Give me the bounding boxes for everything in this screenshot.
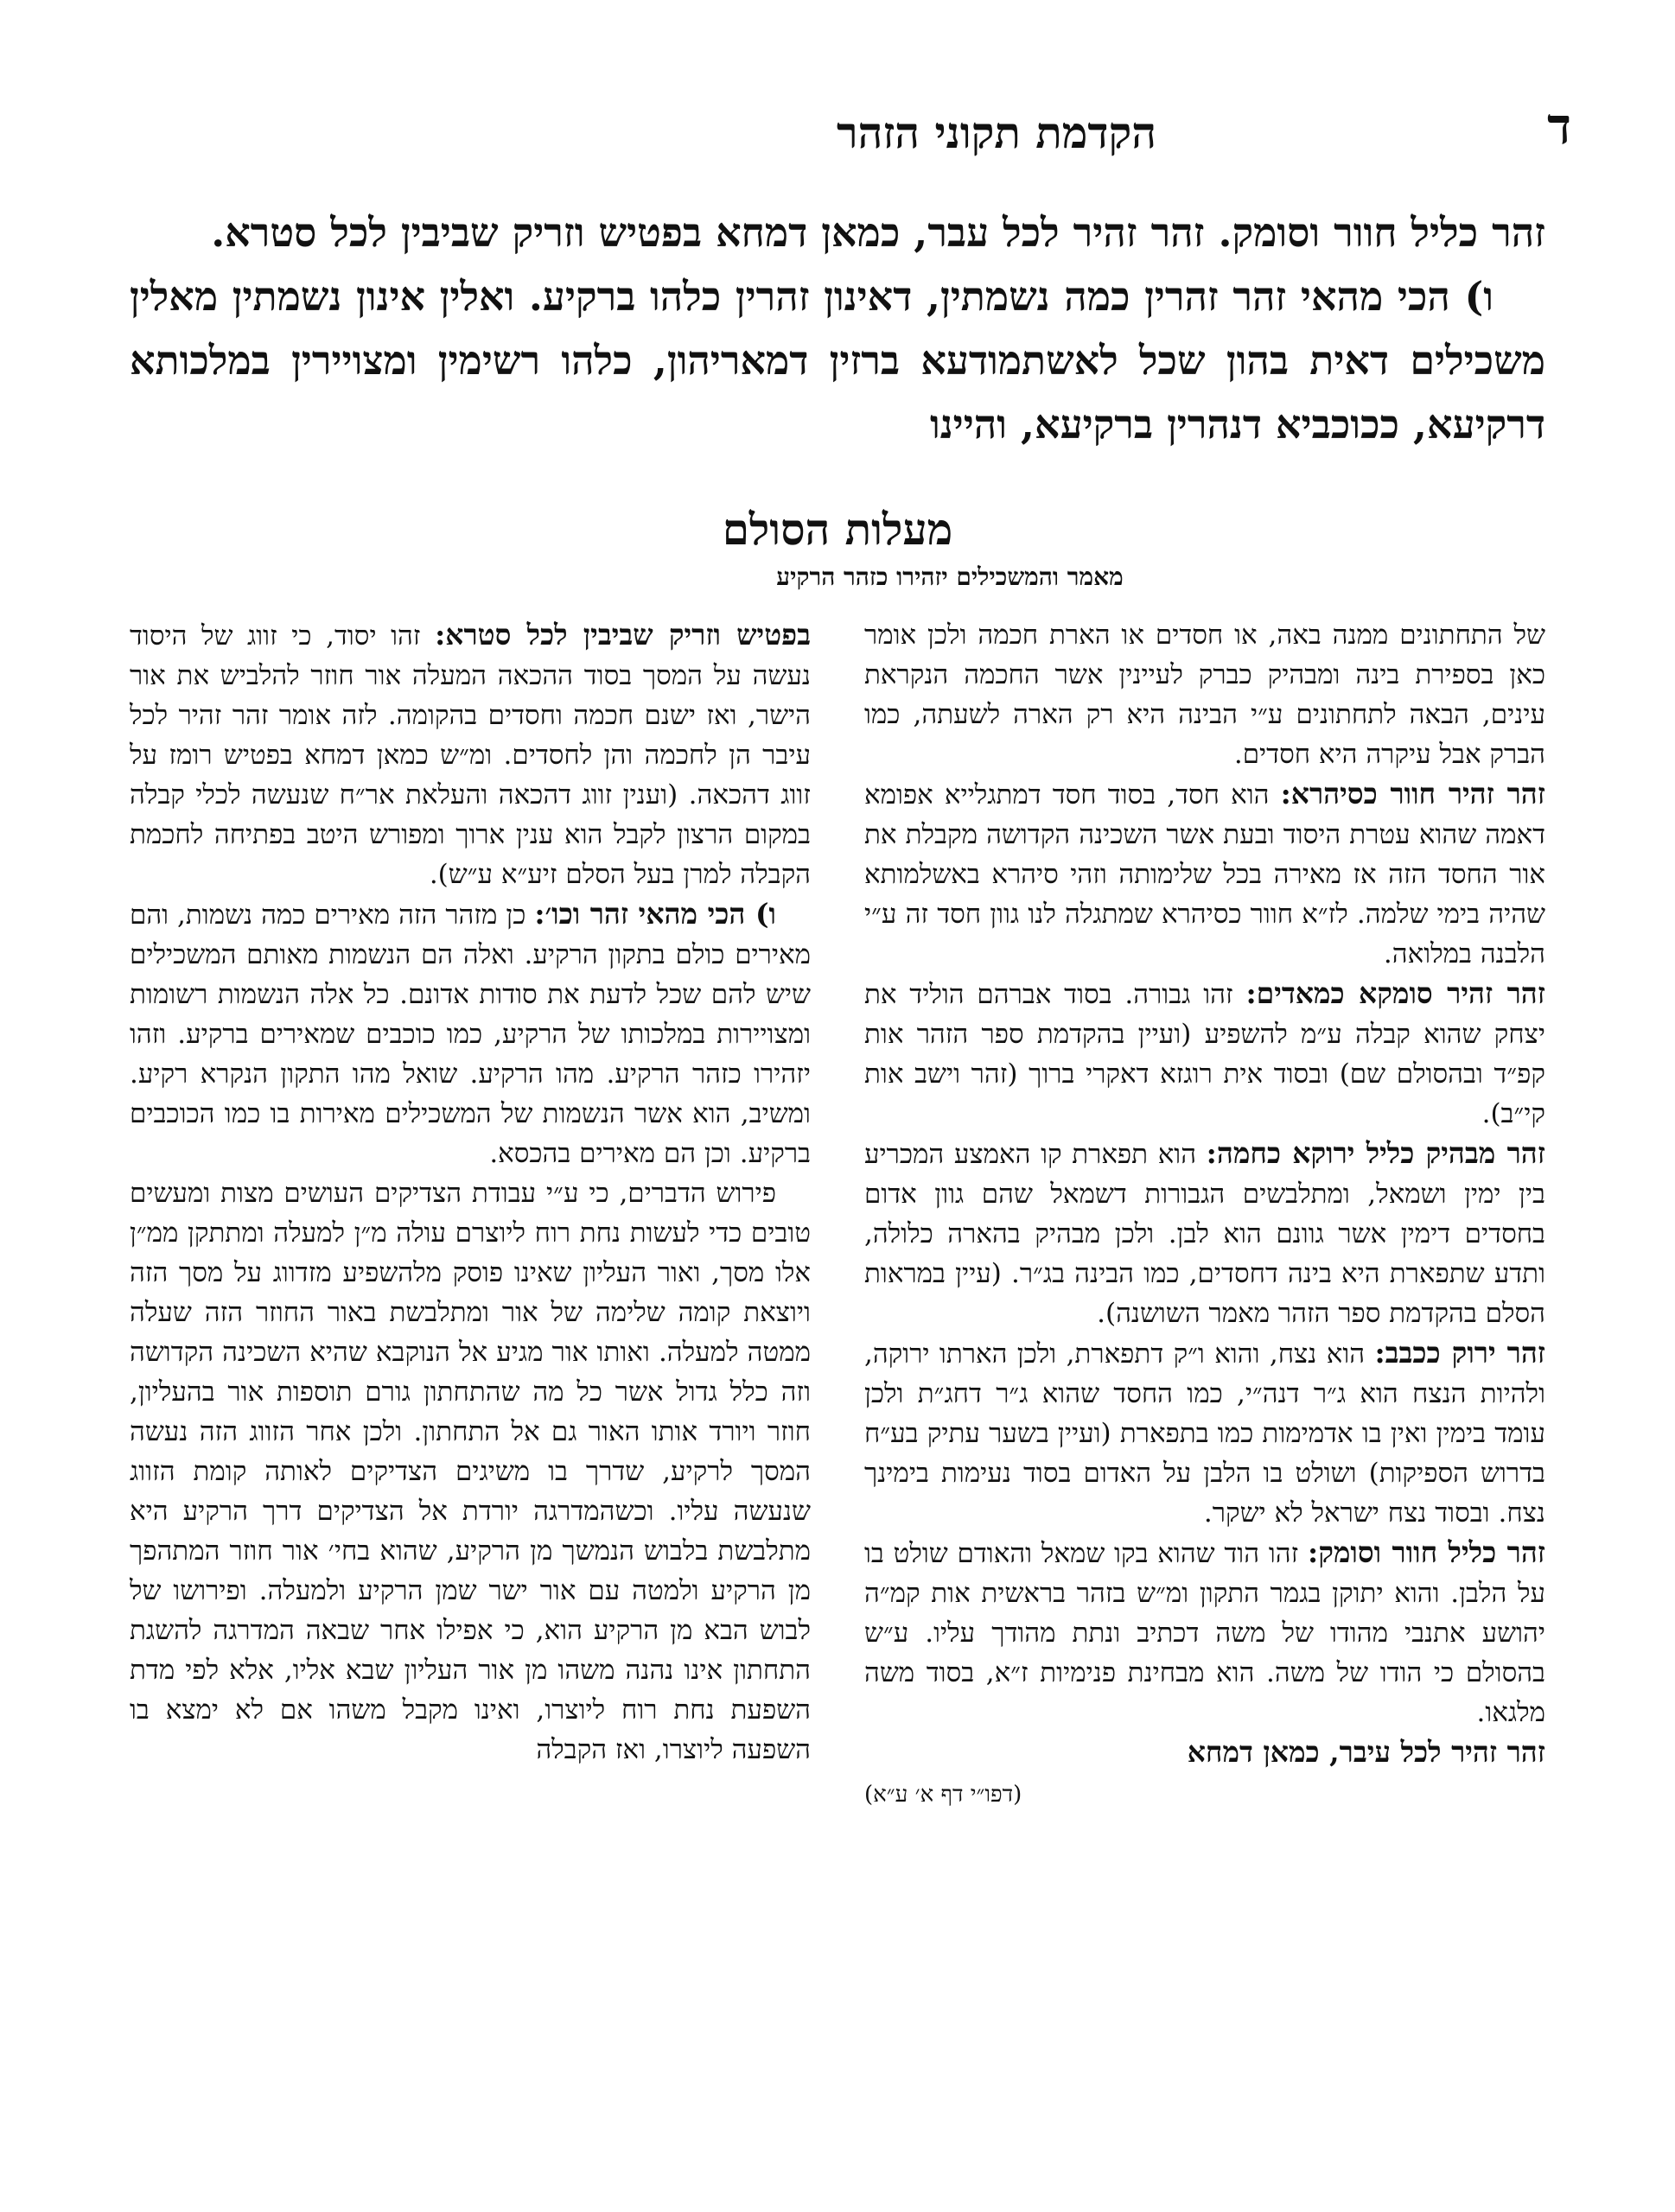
running-title: הקדמת תקוני הזהר [837,107,1156,158]
commentary-paragraph [864,1134,1545,1333]
lemma-body: זהו הוד שהוא בקו שמאל והאודם שולט בו על הלבן. והוא יתוקן בגמר התקון ומ״ש בזהר בראשית אות קמ״ה יהושע אתנבי מהודו של משה דכתיב ונתת מהודך עליו. ע״ש בהסולם כי הודו של משה. הוא מבחינת פנימיות ז״א, בסוד משה מלגאו. [864,1538,1545,1728]
lemma-heading: בפטיש וזריק שביבין לכל סטרא: [435,618,811,652]
commentary-columns [130,615,1545,2171]
lemma-body: הוא חסד, בסוד חסד דמתגלייא אפומא דאמה שהוא עטרת היסוד ובעת אשר השכינה הקדושה מקבלת את אור החסד הזה אז מאירה בכל שלימותה וזהי סיהרא באשלמותא שהיה בימי שלמה. לז״א חוור כסיהרא שמתגלה לנו גוון חסד זה ע״י הלבנה במלואה. [864,779,1545,969]
lemma-body: זהו גבורה. בסוד אברהם הוליד את יצחק שהוא קבלה ע״מ להשפיע (ועיין בהקדמת ספר הזהר אות קפ״ד ובהסולם שם) ובסוד אית רוגזא דאקרי ברוך (זהר וישב אות קי״ב). [864,979,1545,1129]
main-paragraph: ו) הכי מהאי זהר זהרין כמה נשמתין, דאינון זהרין כלהו ברקיע. ואלין אינון נשמתין מאלין משכילים דאית בהון שכל לאשתמודעא ברזין דמאריהון, כלהו רשימין ומצויירין במלכותא דרקיעא, ככוכביא דנהרין ברקיעא, והיינו [130,273,1545,448]
left-column [130,615,811,2171]
commentary-heading [130,499,1545,594]
commentary-paragraph: פירוש הדברים, כי ע״י עבודת הצדיקים העושים מצות ומעשים טובים כדי לעשות נחת רוח ליוצרם עולה מ״ן למעלה ומתתקן ממ״ן אלו מסך, ואור העליון שאינו פוסק מלהשפיע מזדווג על מסך הזה ויוצאת קומה שלימה של אור ומתלבשת באור החוזר הזה שעלה ממטה למעלה. ואותו אור מגיע אל הנוקבא שהיא השכינה הקדושה וזה כלל גדול אשר כל מה שהתחתון גורם תוספות אור בהעליון, חוזר ויורד אותו האור גם אל התחתון. ולכן אחר הזווג הזה נעשה המסך לרקיע, שדרך בו משיגים הצדיקים לאותה קומת הזווג שנעשה עליו. וכשהמדרגה יורדת אל הצדיקים דרך הרקיע היא מתלבשת בלבוש הנמשך מן הרקיע, שהוא בחי׳ אור חוזר המתהפך מן הרקיע ולמטה עם אור ישר שמן הרקיע ולמעלה. ופירושו של לבוש הבא מן הרקיע הוא, כי אפילו אחר שבאה המדרגה להשגת התחתון אינו נהנה משהו מן אור העליון שבא אליו, אלא לפי מדת השפעת נחת רוח ליוצרו, ואינו מקבל משהו אם לא ימצא בו השפעה ליוצרו, ואז הקבלה [130,1178,811,1765]
main-paragraph: זהר כליל חוור וסומק. זהר זהיר לכל עבר, כמאן דמחא בפטיש וזריק שביבין לכל סטרא. [211,209,1545,256]
lemma-heading: זהר זהיר סומקא כמאדים: [1245,976,1545,1010]
right-column [864,615,1545,2171]
page-header [104,97,1571,175]
page-reference: (דפו״י דף א׳ ע״א) [864,1782,1022,1808]
lemma-body: זהו יסוד, כי זווג של היסוד נעשה על המסך בסוד ההכאה המעלה אור חוזר להלביש את אור הישר, ואז ישנם חכמה וחסדים בהקומה. לזה אומר זהר זהיר לכל עיבר הן לחכמה והן לחסדים. ומ״ש כמאן דמחא בפטיש רומז על זווג דהכאה. (וענין זווג דהכאה והעלאת אר״ח שנעשה לכלי קבלה במקום הרצון לקבל הוא ענין ארוך ומפורש היטב בפתיחה לחכמת הקבלה למרן בעל הסלם זיע״א ע״ש). [130,620,811,890]
commentary-paragraph [864,1333,1545,1533]
commentary-paragraph [130,894,811,1173]
page-number: ד [1547,97,1571,156]
section-subtitle: מאמר והמשכילים יזהירו כזהר הרקיע [776,563,1124,591]
lemma-heading: זהר זהיר לכל עיבר, כמאן דמחא [1187,1735,1545,1769]
commentary-paragraph [864,974,1545,1134]
lemma-heading: זהר ירוק ככבב: [1374,1336,1545,1370]
lemma-heading: זהר מבהיק כליל ירוקא כחמה: [1206,1136,1545,1170]
section-title: מעלות הסולם [722,504,953,555]
lemma-body: הוא נצח, והוא ו״ק דתפארת, ולכן הארתו ירוקה, ולהיות הנצח הוא ג״ר דנה״י, כמו החסד שהוא ג״ר דחג״ת ולכן עומד בימין ואין בו אדמימות כמו בתפארת (ועיין בשער עתיק בע״ח בדרוש הספיקות) ושולט בו הלבן על האדום בסוד נעימות בימינך נצח. ובסוד נצח ישראל לא ישקר. [864,1338,1545,1529]
commentary-paragraph [864,1533,1545,1732]
main-text [130,200,1545,456]
commentary-paragraph [130,615,811,894]
lemma-body: כן מזהר הזה מאירים כמה נשמות, והם מאירים כולם בתקון הרקיע. ואלה הם הנשמות מאותם המשכילים שיש להם שכל לדעת את סודות אדונם. כל אלה הנשמות רשומות ומצויירות במלכותו של הרקיע, כמו כוכבים שמאירים ברקיע. וזהו יזהירו כזהר הרקיע. מהו הרקיע. שואל מהו התקון הנקרא רקיע. ומשיב, הוא אשר הנשמות של המשכילים מאירות בו כמו הכוכבים ברקיע. וכן הם מאירים בהכסא. [130,899,811,1169]
lemma-heading: זהר כליל חוור וסומק: [1308,1535,1545,1569]
commentary-paragraph: של התחתונים ממנה באה, או חסדים או הארת חכמה ולכן אומר כאן בספירת בינה ומבהיק כברק לעיינין אשר החכמה הנקראת עינים, הבאה לתחתונים ע״י הבינה היא רק הארה לשעתה, כמו הברק אבל עיקרה היא חסדים. [864,620,1545,770]
lemma-heading: זהר זהיר חוור כסיהרא: [1280,777,1545,810]
lemma-heading: ו) הכי מהאי זהר וכו׳: [534,897,777,931]
commentary-paragraph [864,774,1545,974]
commentary-paragraph [864,1732,1545,1773]
lemma-body: הוא תפארת קו האמצע המכריע בין ימין ושמאל, ומתלבשים הגבורות דשמאל שהם גוון אדום בחסדים דימין אשר גוונם הוא לבן. ולכן מבהיק בהארה כלולה, ותדע שתפארת היא בינה דחסדים, כמו הבינה בג״ר. (עיין במראות הסלם בהקדמת ספר הזהר מאמר השושנה). [864,1139,1545,1329]
